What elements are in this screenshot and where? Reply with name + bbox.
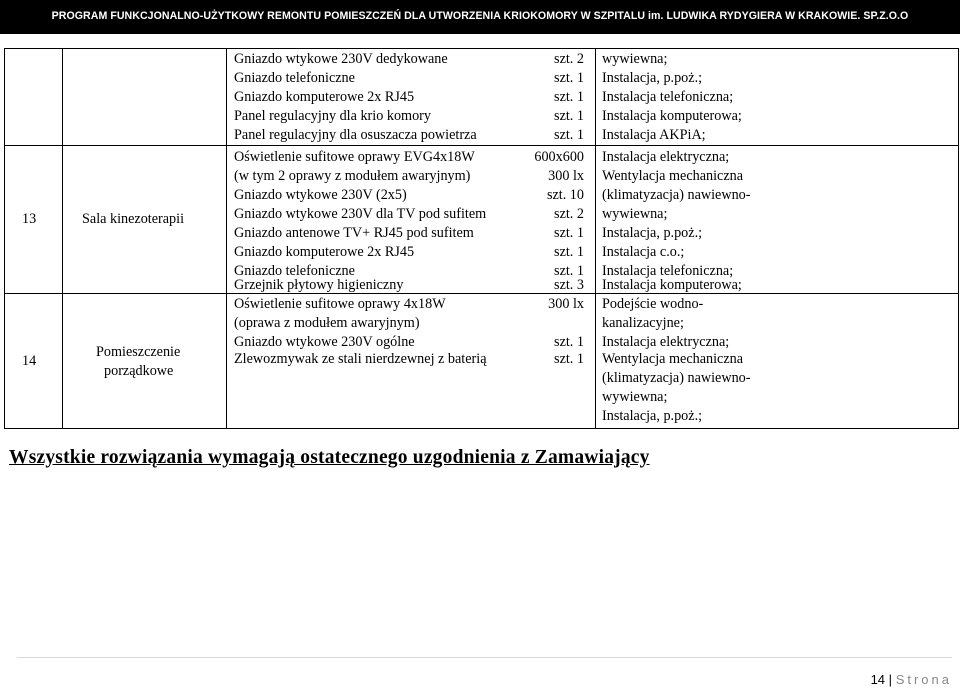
header-title: PROGRAM FUNKCJONALNO-UŻYTKOWY REMONTU POMIESZCZEŃ DLA UTWORZENIA KRIOKOMORY W SZPITALU im. LUDWIKA RYDYGIERA W KRAKOWIE. SP.Z.O.O [51, 10, 909, 22]
room-name: porządkowe [104, 363, 174, 379]
item-qty: szt. 1 [554, 70, 584, 86]
item-name: Gniazdo wtykowe 230V ogólne [234, 334, 415, 350]
item-name: Gniazdo wtykowe 230V dla TV pod sufitem [234, 206, 487, 222]
installation-line: Instalacja elektryczna; [602, 149, 730, 165]
installation-line: Instalacja komputerowa; [602, 108, 742, 124]
item-name: Panel regulacyjny dla osuszacza powietrza [234, 127, 477, 143]
installation-line: Instalacja, p.poż.; [602, 70, 703, 86]
item-name: Gniazdo wtykowe 230V dedykowane [234, 51, 448, 67]
item-name: Gniazdo wtykowe 230V (2x5) [234, 187, 407, 203]
installation-line: Instalacja telefoniczna; [602, 263, 734, 279]
item-name: Gniazdo telefoniczne [234, 263, 355, 279]
document-header [0, 0, 960, 34]
approval-note: Wszystkie rozwiązania wymagają ostatecznego uzgodnienia z Zamawiający [9, 447, 650, 468]
installation-line: Instalacja komputerowa; [602, 277, 742, 293]
installation-line: Instalacja, p.poż.; [602, 225, 703, 241]
installation-line: Instalacja, p.poż.; [602, 408, 703, 424]
row-number: 14 [22, 353, 37, 369]
item-name: Gniazdo telefoniczne [234, 70, 355, 86]
installation-line: (klimatyzacja) nawiewno- [602, 187, 751, 203]
lighting-description: (w tym 2 oprawy z modułem awaryjnym) [234, 168, 471, 184]
installation-line: (klimatyzacja) nawiewno- [602, 370, 751, 386]
lighting-description: (oprawa z modułem awaryjnym) [234, 315, 420, 331]
installation-line: Instalacja elektryczna; [602, 334, 730, 350]
installation-line: Instalacja c.o.; [602, 244, 685, 260]
item-name: Zlewozmywak ze stali nierdzewnej z baterią [234, 351, 487, 367]
installation-line: wywiewna; [602, 206, 668, 222]
lighting-description: Oświetlenie sufitowe oprawy EVG4x18W [234, 149, 475, 165]
item-qty: szt. 1 [554, 89, 584, 105]
lighting-description: Oświetlenie sufitowe oprawy 4x18W [234, 296, 446, 312]
item-qty: szt. 2 [554, 51, 584, 67]
item-qty: szt. 1 [554, 351, 584, 367]
item-name: Panel regulacyjny dla krio komory [234, 108, 431, 124]
item-qty: szt. 1 [554, 225, 584, 241]
item-qty: szt. 1 [554, 244, 584, 260]
item-name: Gniazdo komputerowe 2x RJ45 [234, 244, 415, 260]
page-number [871, 672, 952, 687]
lighting-value: 300 lx [548, 168, 584, 184]
installation-line: Wentylacja mechaniczna [602, 351, 744, 367]
item-qty: szt. 1 [554, 127, 584, 143]
installation-line: Wentylacja mechaniczna [602, 168, 744, 184]
page-number-value: 14 [870, 672, 886, 687]
item-qty: szt. 2 [554, 206, 584, 222]
item-qty: szt. 1 [554, 263, 584, 279]
item-qty: szt. 10 [546, 187, 584, 203]
room-name: Sala kinezoterapii [82, 211, 185, 227]
item-qty: szt. 3 [554, 277, 584, 293]
installation-line: Podejście wodno- [602, 296, 704, 312]
footer-divider [17, 657, 952, 658]
item-qty: szt. 1 [554, 108, 584, 124]
item-qty: szt. 1 [554, 334, 584, 350]
item-name: Grzejnik płytowy higieniczny [234, 277, 404, 293]
page-number-label: Strona [895, 672, 952, 687]
item-name: Gniazdo komputerowe 2x RJ45 [234, 89, 415, 105]
page-number-separator: | [888, 672, 893, 687]
row-number: 13 [22, 211, 37, 227]
installation-line: wywiewna; [602, 389, 668, 405]
installation-line: Instalacja telefoniczna; [602, 89, 734, 105]
lighting-value: 300 lx [548, 296, 584, 312]
lighting-value: 600x600 [534, 149, 584, 165]
installation-line: Instalacja AKPiA; [602, 127, 706, 143]
room-name: Pomieszczenie [96, 344, 181, 360]
installation-line: kanalizacyjne; [602, 315, 684, 331]
item-name: Gniazdo antenowe TV+ RJ45 pod sufitem [234, 225, 474, 241]
installation-line: wywiewna; [602, 51, 668, 67]
